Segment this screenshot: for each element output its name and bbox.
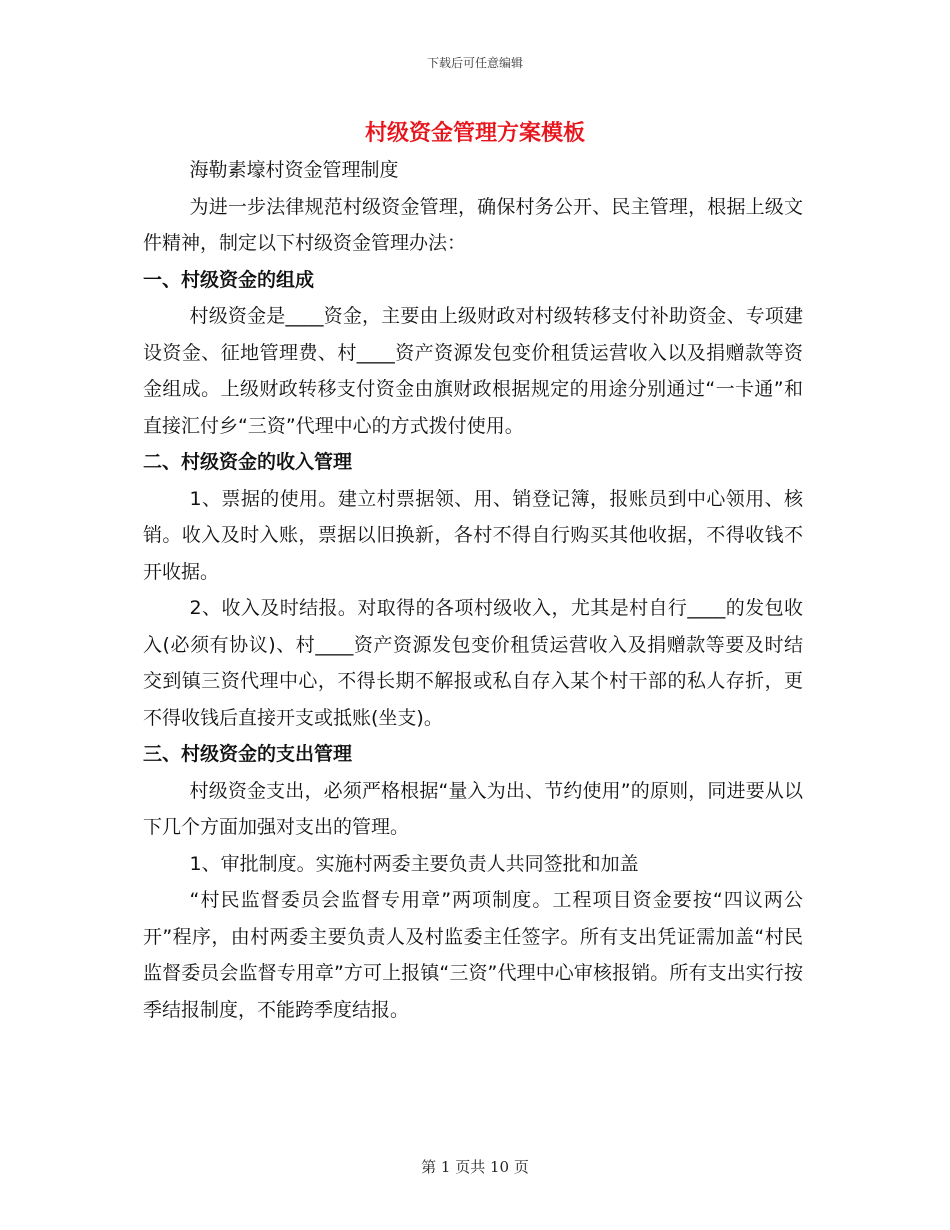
paragraph-composition: 村级资金是____资金，主要由上级财政对村级转移支付补助资金、专项建设资金、征地管理费、村____资产资源发包变价租赁运营收入以及捐赠款等资金组成。上级财政转移支付资金由旗财政根据规定的用途分别通过“一卡通”和直接汇付乡“三资”代理中心的方式拨付使用。 (143, 305, 803, 437)
paragraph-expenditure-principle: 村级资金支出，必须严格根据“量入为出、节约使用”的原则，同进要从以下几个方面加强对支出的管理。 (143, 779, 803, 838)
paragraph-system-name: 海勒素壕村资金管理制度 (189, 159, 399, 181)
document-title: 村级资金管理方案模板 (364, 121, 585, 146)
section-heading-expenditure: 三、村级资金的支出管理 (143, 743, 353, 765)
paragraph-income-reporting: 2、收入及时结报。对取得的各项村级收入，尤其是村自行____的发包收入(必须有协议)、村____资产资源发包变价租赁运营收入及捐赠款等要及时结交到镇三资代理中心，不得长期不解报或私自存入某个村干部的私人存折，更不得收钱后直接开支或抵账(坐支)。 (143, 597, 803, 729)
document-body (143, 152, 803, 1028)
section-heading-composition: 一、村级资金的组成 (143, 268, 315, 291)
paragraph-receipts: 1、票据的使用。建立村票据领、用、销登记簿，报账员到中心领用、核销。收入及时入账，票据以旧换新，各村不得自行购买其他收据，不得收钱不开收据。 (143, 487, 803, 583)
section-heading-income: 二、村级资金的收入管理 (143, 451, 353, 473)
page-header: 下载后可任意编辑 (426, 56, 523, 70)
paragraph-approval: 1、审批制度。实施村两委主要负责人共同签批和加盖 (189, 852, 639, 875)
page-footer: 第 1 页共 10 页 (421, 1158, 529, 1176)
paragraph-intro: 为进一步法律规范村级资金管理，确保村务公开、民主管理，根据上级文件精神，制定以下村级资金管理办法： (143, 195, 803, 254)
paragraph-approval-details: “村民监督委员会监督专用章”两项制度。工程项目资金要按“四议两公开”程序，由村两委主要负责人及村监委主任签字。所有支出凭证需加盖“村民监督委员会监督专用章”方可上报镇“三资”代理中心审核报销。所有支出实行按季结报制度，不能跨季度结报。 (143, 889, 803, 1021)
